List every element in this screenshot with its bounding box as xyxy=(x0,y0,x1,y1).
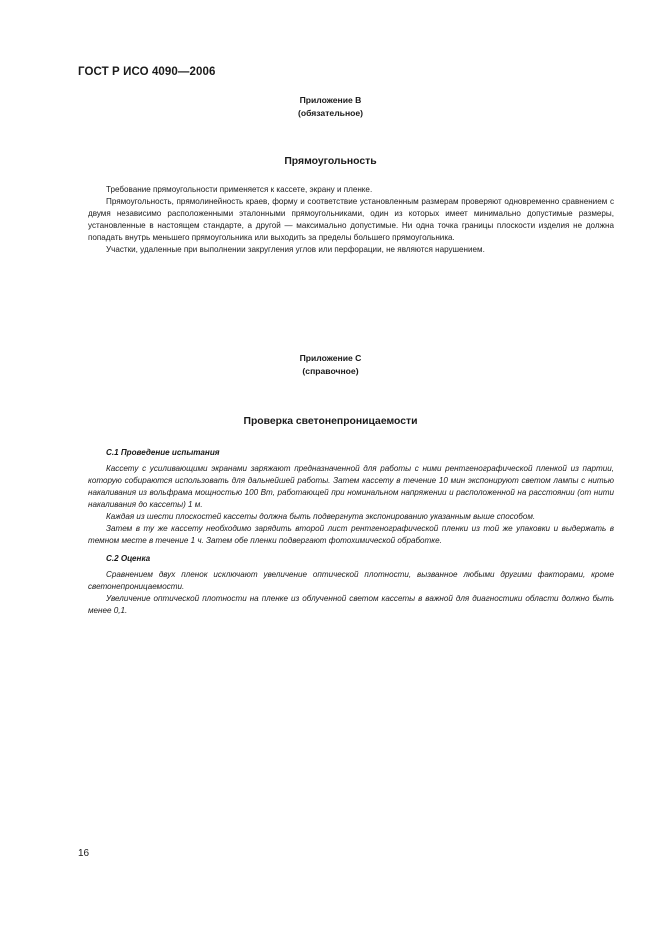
section-c2-heading: С.2 Оценка xyxy=(106,554,151,563)
appendix-c-title-block xyxy=(0,352,661,378)
appendix-c-status: (справочное) xyxy=(302,366,359,376)
appendix-b-body xyxy=(88,184,614,256)
appendix-b-status: (обязательное) xyxy=(297,108,364,118)
paragraph: Прямоугольность, прямолинейность краев, форму и соответствие установленным размерам проверяют одновременно сравнением с двумя независимо расположенными эталонными прямоугольниками, один из которых имеет минимально допустимые размеры, установленные в настоящем стандарте, а другой — максимально допустимые. Ни одна точка границы плоскости изделия не должна попадать внутрь меньшего прямоугольника или выходить за пределы большего прямоугольника. xyxy=(88,197,614,242)
appendix-c-body xyxy=(88,447,614,617)
paragraph: Каждая из шести плоскостей кассеты должна быть подвергнута экспонированию указанным выше способом. xyxy=(106,512,536,521)
page-number: 16 xyxy=(78,848,90,859)
appendix-b-title: Приложение В xyxy=(299,95,362,105)
section-c1-heading: С.1 Проведение испытания xyxy=(106,448,220,457)
appendix-c-title: Приложение С xyxy=(299,353,362,363)
appendix-c-heading: Проверка светонепроницаемости xyxy=(243,416,418,427)
paragraph: Требование прямоугольности применяется к кассете, экрану и пленке. xyxy=(106,185,373,194)
appendix-b-title-block xyxy=(0,94,661,120)
paragraph: Участки, удаленные при выполнении закругления углов или перфорации, не являются нарушением. xyxy=(106,245,485,254)
paragraph: Затем в ту же кассету необходимо зарядить второй лист рентгенографической пленки из той же упаковки и выдержать в темном месте в течение 1 ч. Затем обе пленки подвергают фотохимической обработке. xyxy=(88,524,614,545)
document-header: ГОСТ Р ИСО 4090—2006 xyxy=(78,66,216,78)
paragraph: Сравнением двух пленок исключают увеличение оптической плотности, вызванное любыми другими факторами, кроме светонепроницаемости. xyxy=(88,570,614,591)
paragraph: Увеличение оптической плотности на пленке из облученной светом кассеты в важной для диагностики области должно быть менее 0,1. xyxy=(88,594,614,615)
appendix-b-heading: Прямоугольность xyxy=(284,156,377,167)
paragraph: Кассету с усиливающими экранами заряжают предназначенной для работы с ними рентгенографической пленкой из партии, которую собираются использовать для дальнейшей работы. Затем кассету в течение 10 мин экспонируют светом лампы с нитью накаливания из вольфрама мощностью 100 Вт, работающей при номинальном напряжении и расположенной на расстоянии (от нити накаливания до кассеты) 1 м. xyxy=(88,464,614,509)
